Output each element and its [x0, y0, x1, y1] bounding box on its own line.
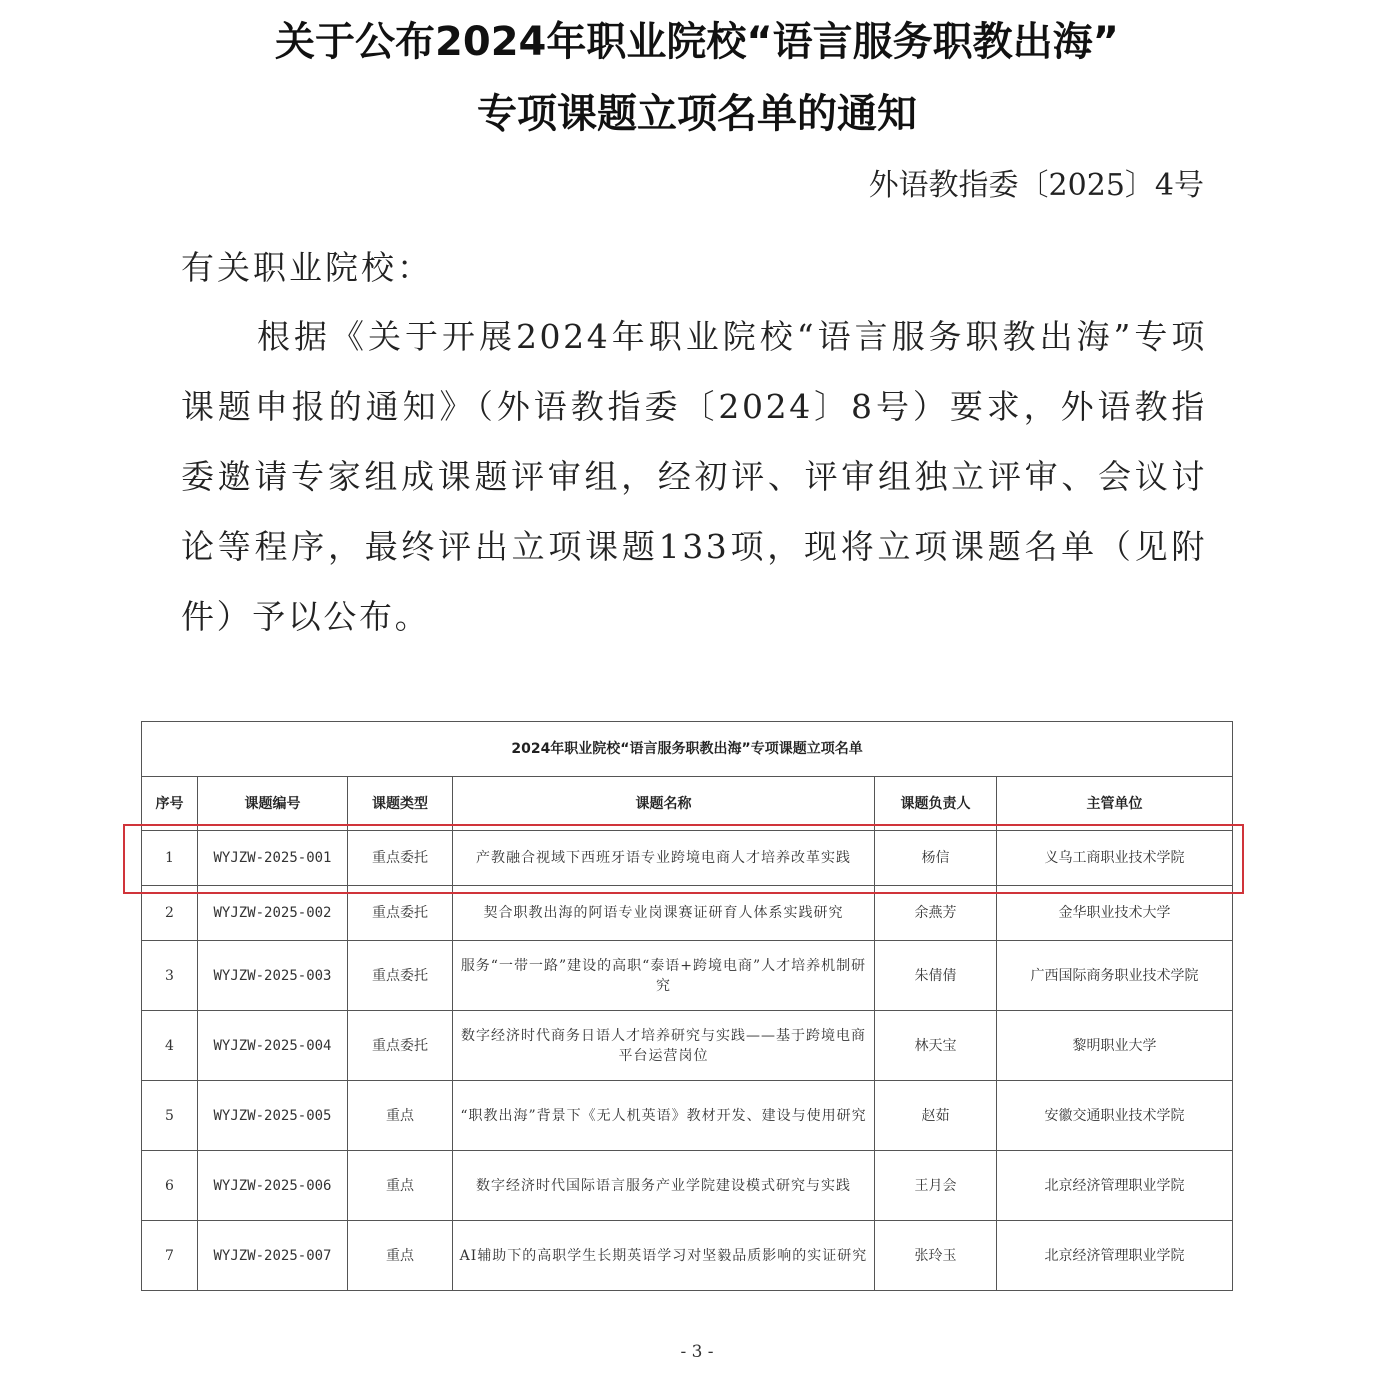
cell-leader: 王月会	[875, 1151, 997, 1221]
header-no: 序号	[142, 777, 198, 831]
document-title-line1: 关于公布2024年职业院校“语言服务职教出海”	[275, 19, 1119, 65]
cell-leader: 朱倩倩	[875, 941, 997, 1011]
cell-leader: 杨信	[875, 831, 997, 886]
cell-type: 重点委托	[348, 831, 453, 886]
cell-code: WYJZW-2025-003	[198, 941, 348, 1011]
cell-type: 重点委托	[348, 886, 453, 941]
cell-name: 服务“一带一路”建设的高职“泰语+跨境电商”人才培养机制研究	[453, 941, 875, 1011]
table-row	[142, 1011, 1233, 1081]
cell-unit: 北京经济管理职业学院	[997, 1151, 1233, 1221]
cell-code: WYJZW-2025-005	[198, 1081, 348, 1151]
table-caption-row	[142, 722, 1233, 777]
cell-no: 6	[142, 1151, 198, 1221]
cell-name: AI辅助下的高职学生长期英语学习对坚毅品质影响的实证研究	[453, 1221, 875, 1291]
cell-unit: 金华职业技术大学	[997, 886, 1233, 941]
cell-leader: 赵茹	[875, 1081, 997, 1151]
cell-code: WYJZW-2025-004	[198, 1011, 348, 1081]
header-name: 课题名称	[453, 777, 875, 831]
cell-unit: 广西国际商务职业技术学院	[997, 941, 1233, 1011]
table-row	[142, 1081, 1233, 1151]
header-leader: 课题负责人	[875, 777, 997, 831]
table-row	[142, 886, 1233, 941]
header-code: 课题编号	[198, 777, 348, 831]
table-row	[142, 1221, 1233, 1291]
cell-no: 4	[142, 1011, 198, 1081]
table-row	[142, 831, 1233, 886]
cell-unit: 北京经济管理职业学院	[997, 1221, 1233, 1291]
cell-name: 契合职教出海的阿语专业岗课赛证研育人体系实践研究	[453, 886, 875, 941]
cell-no: 5	[142, 1081, 198, 1151]
cell-leader: 林天宝	[875, 1011, 997, 1081]
cell-type: 重点委托	[348, 941, 453, 1011]
cell-unit: 义乌工商职业技术学院	[997, 831, 1233, 886]
document-title-line2: 专项课题立项名单的通知	[477, 91, 917, 137]
cell-code: WYJZW-2025-007	[198, 1221, 348, 1291]
cell-name: “职教出海”背景下《无人机英语》教材开发、建设与使用研究	[453, 1081, 875, 1151]
table-row	[142, 941, 1233, 1011]
cell-type: 重点	[348, 1151, 453, 1221]
cell-no: 7	[142, 1221, 198, 1291]
cell-code: WYJZW-2025-001	[198, 831, 348, 886]
cell-name: 产教融合视域下西班牙语专业跨境电商人才培养改革实践	[453, 831, 875, 886]
cell-type: 重点委托	[348, 1011, 453, 1081]
page-number: - 3 -	[680, 1342, 714, 1362]
project-list-table	[141, 721, 1233, 1291]
cell-type: 重点	[348, 1221, 453, 1291]
cell-code: WYJZW-2025-002	[198, 886, 348, 941]
cell-unit: 安徽交通职业技术学院	[997, 1081, 1233, 1151]
salutation: 有关职业院校：	[181, 248, 433, 287]
cell-type: 重点	[348, 1081, 453, 1151]
cell-unit: 黎明职业大学	[997, 1011, 1233, 1081]
cell-leader: 余燕芳	[875, 886, 997, 941]
table-header-row	[142, 777, 1233, 831]
cell-no: 1	[142, 831, 198, 886]
cell-name: 数字经济时代国际语言服务产业学院建设模式研究与实践	[453, 1151, 875, 1221]
header-unit: 主管单位	[997, 777, 1233, 831]
header-type: 课题类型	[348, 777, 453, 831]
cell-no: 2	[142, 886, 198, 941]
cell-no: 3	[142, 941, 198, 1011]
table-row	[142, 1151, 1233, 1221]
document-number: 外语教指委〔2025〕4号	[868, 168, 1204, 203]
cell-leader: 张玲玉	[875, 1221, 997, 1291]
cell-name: 数字经济时代商务日语人才培养研究与实践——基于跨境电商平台运营岗位	[453, 1011, 875, 1081]
table-caption: 2024年职业院校“语言服务职教出海”专项课题立项名单	[142, 722, 1233, 777]
project-list-table-container	[141, 721, 1232, 1291]
cell-code: WYJZW-2025-006	[198, 1151, 348, 1221]
body-paragraph: 根据《关于开展2024年职业院校“语言服务职教出海”专项课题申报的通知》（外语教指委〔2024〕8号）要求，外语教指委邀请专家组成课题评审组，经初评、评审组独立评审、会议讨论等程序，最终评出立项课题133项，现将立项课题名单（见附件）予以公布。	[181, 317, 1207, 636]
